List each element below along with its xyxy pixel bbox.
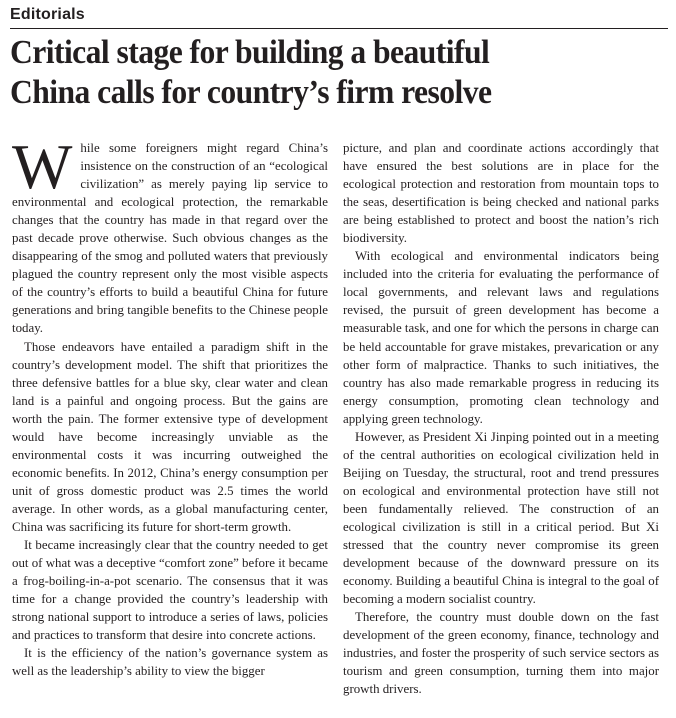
paragraph-text: hile some foreigners might regard China’s insistence on the construction of an “ecological civilization” as merely paying lip service to environmental and ecological protection, the remarkable changes that the country has made in that regard over the past decade prove otherwise. Such obvious changes as the disappearing of the smog and polluted waters that previously plagued the country represent only the most visible aspects of the country’s efforts to build a beautiful China for future generations and bring tangible benefits to the Chinese people today.: [12, 141, 328, 336]
headline: [10, 33, 624, 113]
paragraph: Therefore, the country must double down on the fast development of the green economy, finance, technology and industries, and foster the prosperity of such service sectors as tourism and green consumption, turning them into major growth drivers.: [343, 610, 659, 697]
paragraph: Those endeavors have entailed a paradigm shift in the country’s development model. The shift that prioritizes the three defensive battles for a blue sky, clear water and clean land is a painful and ongoing process. But the gains are worth the pain. The former extensive type of development would have become increasingly unviable as the environmental costs it was incurring outweighed the economic benefits. In 2012, China’s energy consumption per unit of gross domestic product was 2.5 times the world average. In other words, as a global manufacturing center, China was sacrificing its future for short-term growth.: [12, 339, 328, 534]
section-divider: [10, 28, 668, 29]
paragraph: It became increasingly clear that the country needed to get out of what was a deceptive “comfort zone” before it became a frog-boiling-in-a-pot scenario. The consensus that it was time for a change provided the country’s leadership with strong national support to introduce a series of laws, policies and practices to transform that desire into concrete actions.: [12, 538, 328, 643]
headline-line-2: China calls for country’s firm resolve: [10, 74, 492, 111]
paragraph: [12, 131, 328, 338]
drop-cap: W: [12, 131, 73, 202]
article-column-left: [12, 131, 328, 680]
paragraph: picture, and plan and coordinate actions accordingly that have ensured the best solutions are in place for the ecological protection and restoration from mountain tops to the seas, desertification is being checked and national parks are being established to protect and boost the nation’s rich biodiversity.: [343, 141, 659, 246]
article-column-right: [343, 139, 659, 698]
headline-line-1: Critical stage for building a beautiful: [10, 34, 490, 71]
section-label: Editorials: [10, 6, 85, 23]
paragraph: With ecological and environmental indicators being included into the criteria for evaluating the performance of local governments, and relevant laws and regulations revised, the pursuit of green development has become a measurable task, and one for which the persons in charge can be held accountable for grave mistakes, prevarication or any other form of malpractice. Thanks to such initiatives, the country has also made remarkable progress in reducing its energy consumption, promoting clean technology and applying green technology.: [343, 249, 659, 426]
paragraph: However, as President Xi Jinping pointed out in a meeting of the central authorities on ecological civilization held in Beijing on Tuesday, the structural, root and trend pressures on ecological and environmental protection have still not been fundamentally relieved. The construction of an ecological civilization is still in a critical period. But Xi stressed that the country never compromise its green development because of the downward pressure on its economy. Building a beautiful China is integral to the goal of becoming a modern socialist country.: [343, 429, 659, 607]
paragraph: It is the efficiency of the nation’s governance system as well as the leadership’s ability to view the bigger: [12, 646, 328, 679]
